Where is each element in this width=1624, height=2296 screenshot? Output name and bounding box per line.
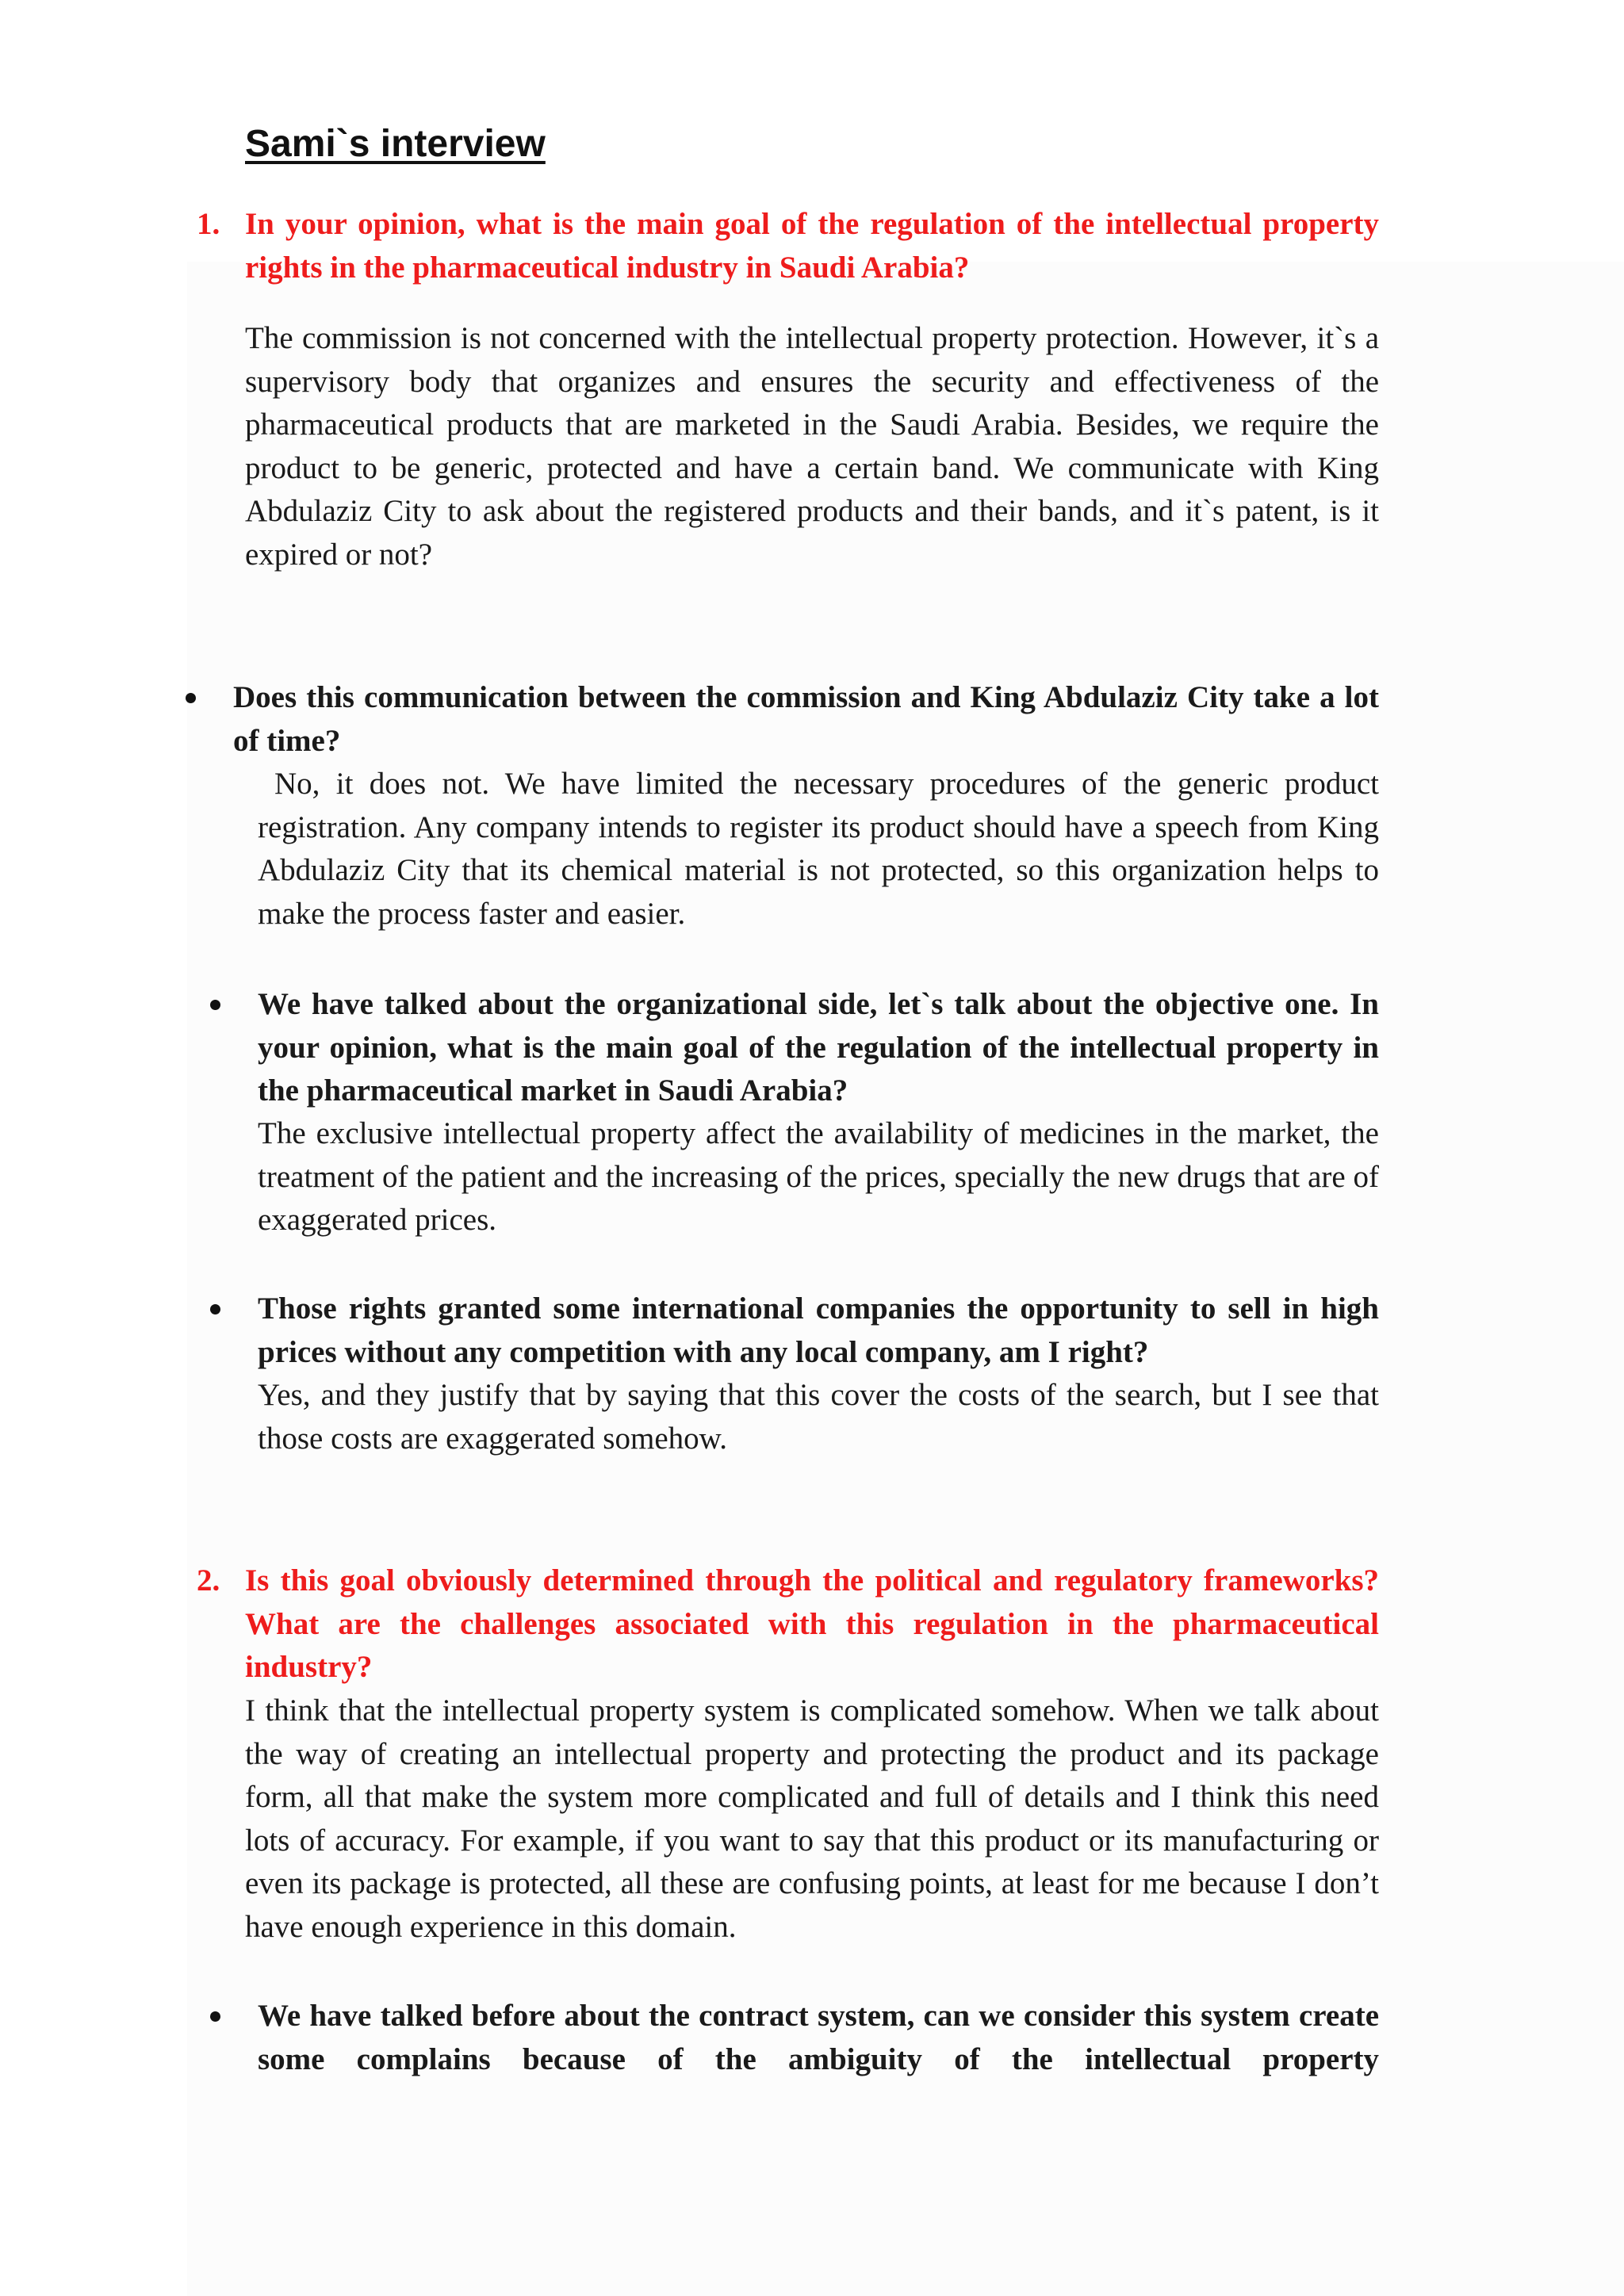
bullet-3-question: Those rights granted some international companies the opportunity to sell in high prices without any competition with any local company, am I right?	[258, 1292, 1379, 1369]
question-2-number: 2.	[197, 1563, 220, 1598]
answer-2-text: I think that the intellectual property system is complicated somehow. When we talk about the way of creating an intellectual property and protecting the product and its package form, all that make the system more complicated and full of details and I think this need lots of accuracy. For example, if you want to say that this product or its manufacturing or even its package is protected, all these are confusing points, at least for me because I don’t have enough experience in this domain.	[245, 1693, 1379, 1944]
page-title: Sami`s interview	[245, 123, 546, 165]
question-1-number: 1.	[197, 207, 220, 241]
bullet-1-question: Does this communication between the commission and King Abdulaziz City take a lot of time?	[233, 680, 1379, 758]
bullet-2-answer: The exclusive intellectual property affect the availability of medicines in the market, the treatment of the patient and the increasing of the prices, specially the new drugs that are of exaggerated prices.	[258, 1116, 1379, 1237]
bullet-4-question: We have talked before about the contract system, can we consider this system create some complains because of the ambiguity of the intellectual property	[258, 1999, 1379, 2076]
question-1-text: In your opinion, what is the main goal of the regulation of the intellectual property rights in the pharmaceutical industry in Saudi Arabia?	[245, 207, 1379, 285]
bullet-3-dot	[210, 1304, 220, 1314]
bullet-1-dot	[186, 693, 196, 703]
bullet-3-answer: Yes, and they justify that by saying that this cover the costs of the search, but I see that those costs are exaggerated somehow.	[258, 1378, 1379, 1456]
bullet-1-answer: No, it does not. We have limited the necessary procedures of the generic product registration. Any company intends to register its product should have a speech from King Abdulaziz City that its chemical material is not protected, so this organization helps to make the process faster and easier.	[258, 767, 1379, 931]
bullet-4-dot	[210, 2011, 220, 2022]
bullet-2-question: We have talked about the organizational side, let`s talk about the objective one. In your opinion, what is the main goal of the regulation of the intellectual property in the pharmaceutical market in Saudi Arabia?	[258, 987, 1379, 1108]
bullet-2-dot	[210, 1000, 220, 1010]
question-2-text: Is this goal obviously determined through the political and regulatory frameworks? What are the challenges associated with this regulation in the pharmaceutical industry?	[245, 1563, 1379, 1684]
answer-1-text: The commission is not concerned with the intellectual property protection. However, it`s a supervisory body that organizes and ensures the security and effectiveness of the pharmaceutical products that are marketed in the Saudi Arabia. Besides, we require the product to be generic, protected and have a certain band. We communicate with King Abdulaziz City to ask about the registered products and their bands, and it`s patent, is it expired or not?	[245, 321, 1379, 572]
